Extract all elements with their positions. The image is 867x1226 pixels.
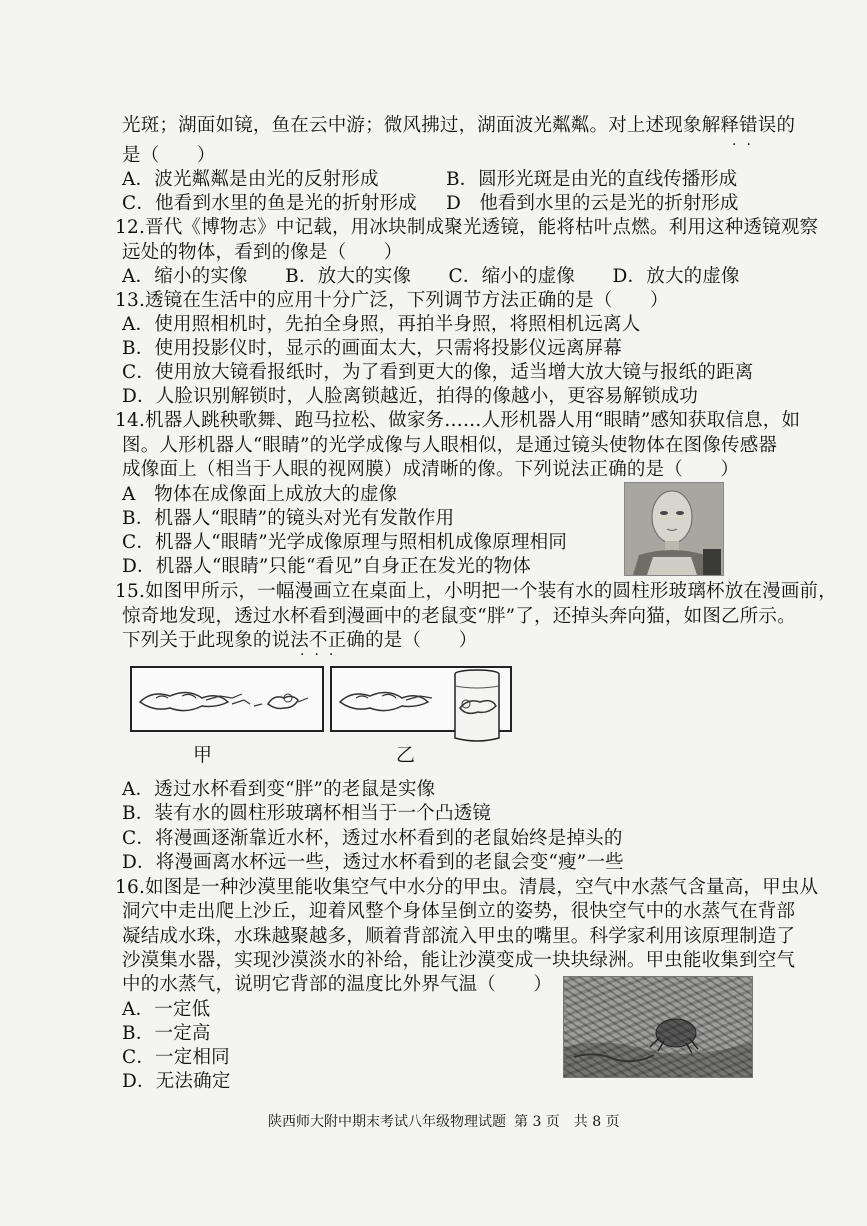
q12-options: A．缩小的实像 B．放大的实像 C．缩小的虚像 D．放大的虚像 xyxy=(122,266,740,287)
q14-option-a: A 物体在成像面上成放大的虚像 xyxy=(122,484,398,505)
beetle-photo xyxy=(563,976,753,1078)
q11-line-2: 是（ ） xyxy=(122,145,216,166)
robot-figure-icon xyxy=(625,483,723,575)
q11-option-b: B．圆形光斑是由光的直线传播形成 xyxy=(446,169,738,190)
q14-option-b: B．机器人“眼睛”的镜头对光有发散作用 xyxy=(122,508,455,529)
q15-option-d: D．将漫画离水杯远一些，透过水杯看到的老鼠会变“瘦”一些 xyxy=(122,852,624,873)
beetle-on-sand-icon xyxy=(564,977,752,1077)
q16-option-a: A．一定低 xyxy=(122,999,211,1020)
footer-page-number: 第 3 页 共 8 页 xyxy=(514,1114,620,1130)
q13-option-d: D．人脸识别解锁时，人脸离锁越近，拍得的像越小，更容易解锁成功 xyxy=(122,386,699,407)
q16-stem-3: 凝结成水珠，水珠越聚越多，顺着背部流入甲虫的嘴里。科学家利用该原理制造了 xyxy=(122,926,796,947)
figure-jia xyxy=(130,666,324,732)
q15-stem-2: 惊奇地发现，透过水杯看到漫画中的老鼠变“胖”了，还掉头奔向猫，如图乙所示。 xyxy=(122,606,796,627)
q14-stem-2: 图。人形机器人“眼睛”的光学成像与人眼相似，是通过镜头使物体在图像传感器 xyxy=(122,435,778,456)
footer-title: 陕西师大附中期末考试八年级物理试题 xyxy=(268,1114,506,1130)
q16-stem-2: 洞穴中走出爬上沙丘，迎着风整个身体呈倒立的姿势，很快空气中的水蒸气在背部 xyxy=(122,901,796,922)
q12-stem-1: 12.晋代《博物志》中记载，用冰块制成聚光透镜，能将枯叶点燃。利用这种透镜观察 xyxy=(115,217,819,238)
q13-option-b: B．使用投影仪时，显示的画面太大，只需将投影仪远离屏幕 xyxy=(122,338,622,359)
q14-stem-3: 成像面上（相当于人眼的视网膜）成清晰的像。下列说法正确的是（ ） xyxy=(122,459,740,480)
figure-label-jia: 甲 xyxy=(193,744,213,766)
q16-stem-4: 沙漠集水器，实现沙漠淡水的补给，能让沙漠变成一块块绿洲。甲虫能收集到空气 xyxy=(122,950,796,971)
emphasis-dots: ··· xyxy=(300,647,344,663)
q11-option-c: C．他看到水里的鱼是光的折射形成 xyxy=(122,193,417,214)
q13-stem: 13.透镜在生活中的应用十分广泛，下列调节方法正确的是（ ） xyxy=(115,290,669,311)
figure-label-yi: 乙 xyxy=(396,744,416,766)
q11-line-1: 光斑；湖面如镜，鱼在云中游；微风拂过，湖面波光粼粼。对上述现象解释错误的 xyxy=(122,115,796,136)
q15-stem-1: 15.如图甲所示，一幅漫画立在桌面上，小明把一个装有水的圆柱形玻璃杯放在漫画前， xyxy=(115,581,837,602)
q16-stem-5: 中的水蒸气，说明它背部的温度比外界气温（ ） xyxy=(122,974,553,995)
q16-option-c: C．一定相同 xyxy=(122,1047,230,1068)
robot-photo xyxy=(624,482,724,576)
glass-cup-icon xyxy=(452,668,502,744)
q14-stem-1: 14.机器人跳秧歌舞、跑马拉松、做家务……人形机器人用“眼睛”感知获取信息，如 xyxy=(115,410,801,431)
q11-option-d: D 他看到水里的云是光的折射形成 xyxy=(446,193,739,214)
water-glass xyxy=(452,668,502,744)
q16-option-b: B．一定高 xyxy=(122,1023,211,1044)
q16-option-d: D．无法确定 xyxy=(122,1071,231,1092)
q15-option-b: B．装有水的圆柱形玻璃杯相当于一个凸透镜 xyxy=(122,803,492,824)
q13-option-c: C．使用放大镜看报纸时，为了看到更大的像，适当增大放大镜与报纸的距离 xyxy=(122,362,754,383)
q15-stem-3: 下列关于此现象的说法不正确的是（ ） xyxy=(122,630,478,651)
q13-option-a: A．使用照相机时，先拍全身照，再拍半身照，将照相机远离人 xyxy=(122,314,641,335)
q11-option-a: A．波光粼粼是由光的反射形成 xyxy=(122,169,379,190)
q14-option-d: D．机器人“眼睛”只能“看见”自身正在发光的物体 xyxy=(122,556,531,577)
emphasis-dots: ·· xyxy=(732,137,761,153)
q15-option-c: C．将漫画逐渐靠近水杯，透过水杯看到的老鼠始终是掉头的 xyxy=(122,828,623,849)
q16-stem-1: 16.如图是一种沙漠里能收集空气中水分的甲虫。清晨，空气中水蒸气含量高，甲虫从 xyxy=(115,877,819,898)
q12-stem-2: 远处的物体，看到的像是（ ） xyxy=(122,242,403,263)
cartoon-cat-mouse-icon xyxy=(132,668,322,730)
q14-option-c: C．机器人“眼睛”光学成像原理与照相机成像原理相同 xyxy=(122,532,568,553)
q15-option-a: A．透过水杯看到变“胖”的老鼠是实像 xyxy=(122,779,436,800)
